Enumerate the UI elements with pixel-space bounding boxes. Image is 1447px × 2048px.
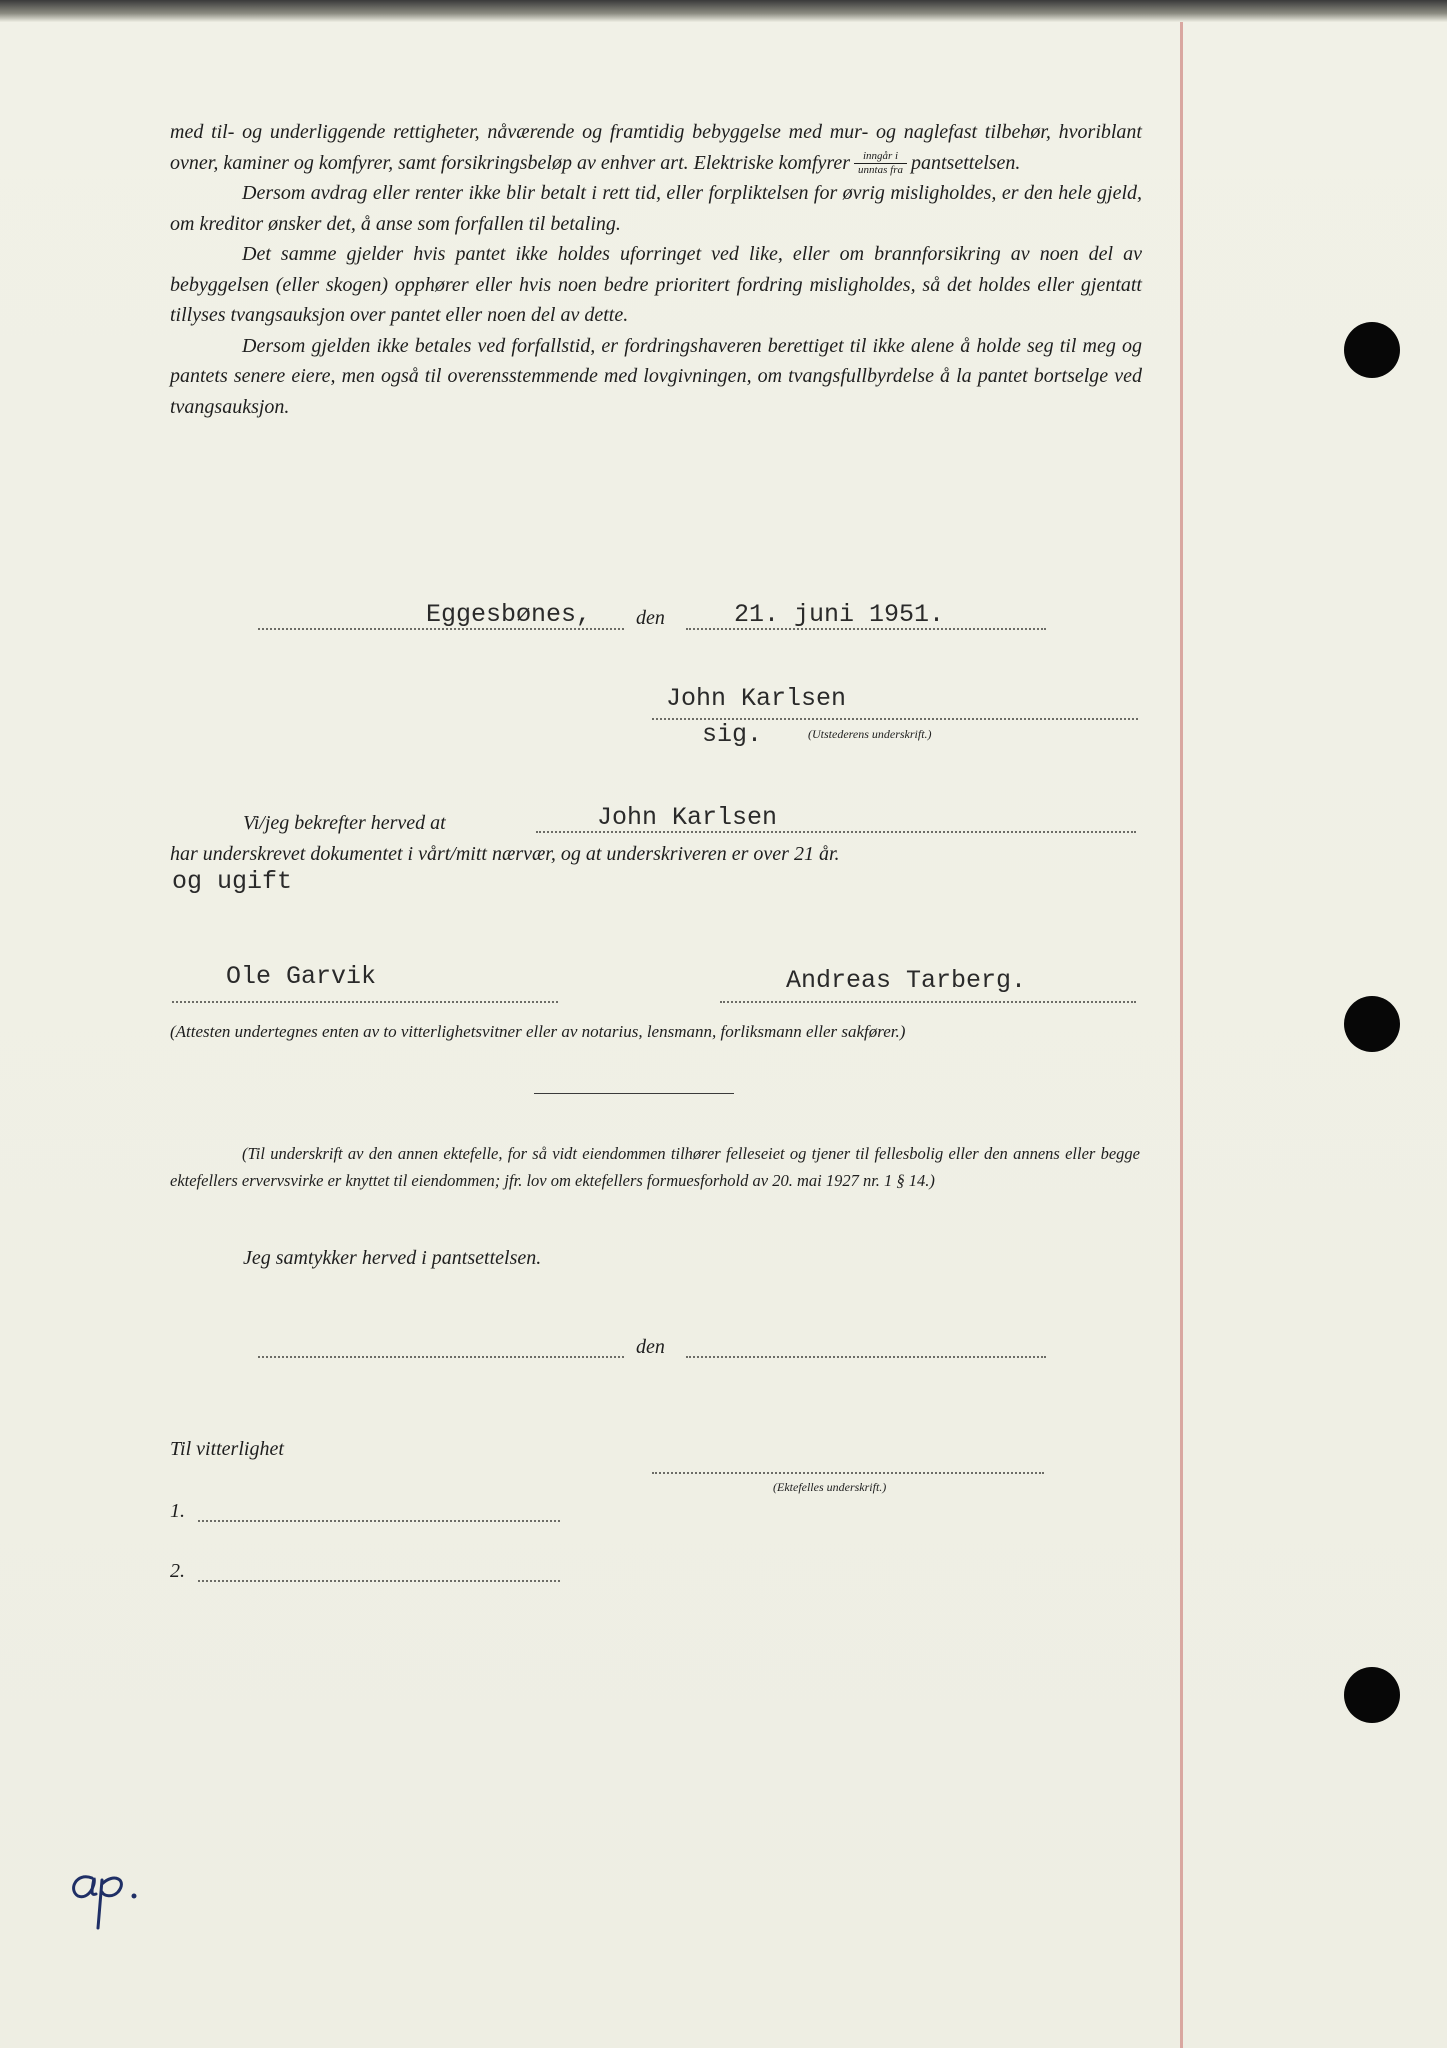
attestation-intro: Vi/jeg bekrefter herved at <box>243 812 446 834</box>
punch-hole <box>1344 1667 1400 1723</box>
date-den-label: den <box>636 607 665 629</box>
section-divider <box>534 1093 734 1094</box>
mortgage-terms-text <box>170 117 1142 422</box>
paragraph-enforcement: Dersom gjelden ikke betales ved forfallstid, er fordringshaveren berettiget til ikke alene å holde seg til meg og pantets senere eiere, men også til overensstemmende med lovgivningen, om tvangsfullbyrdelse å la pantet bortselge ved tvangsauksjon. <box>170 334 1142 418</box>
spouse-den-label: den <box>636 1336 665 1358</box>
witness-number-2: 2. <box>170 1560 185 1582</box>
spouse-note: (Til underskrift av den annen ektefelle, for så vidt eiendommen tilhører felleseiet og tjener til fellesbolig eller den annens eller begge ektefellers ervervsvirke er knyttet til eiendommen; jfr. lov om ektefellers formuesforhold av 20. mai 1927 nr. 1 § 14.) <box>170 1144 1140 1190</box>
spouse-witness-1-line <box>198 1520 560 1522</box>
attestation-typed-note: og ugift <box>172 867 293 896</box>
issuer-name: John Karlsen <box>666 684 847 713</box>
paragraph-default: Dersom avdrag eller renter ikke blir betalt i rett tid, eller forpliktelsen for øvrig misligholdes, er den hele gjeld, om kreditor ønsker det, å anse som forfallen til betaling. <box>170 182 1142 235</box>
handwritten-initials <box>62 1850 152 1934</box>
witness-2-name: Andreas Tarberg. <box>786 966 1027 995</box>
spouse-consent: Jeg samtykker herved i pantsettelsen. <box>243 1247 542 1269</box>
attested-name: John Karlsen <box>597 803 778 832</box>
witness-1-line <box>172 1001 558 1003</box>
scan-top-edge <box>0 0 1447 22</box>
spouse-signature-line <box>652 1472 1044 1474</box>
spouse-caption: (Ektefelles underskrift.) <box>773 1480 887 1494</box>
punch-hole <box>1344 996 1400 1052</box>
initials-mark <box>62 1850 152 1930</box>
date-value: 21. juni 1951. <box>734 600 945 629</box>
paragraph-insurance: Det samme gjelder hvis pantet ikke holdes uforringet ved like, eller om brannforsikring av noen del av bebyggelsen (eller skogen) opphører eller hvis noen bedre prioritert fordring misligholdes, så det holdes eller gjentatt tillyses tvangsauksjon over pantet eller noen del av dette. <box>170 243 1142 326</box>
witness-1-name: Ole Garvik <box>226 962 377 991</box>
inclusion-fraction: $\frac{\text{inngår i}}{\text{unntas fra}}$ <box>854 150 907 177</box>
issuer-caption: (Utstederens underskrift.) <box>808 727 932 741</box>
attestation-caption: (Attesten undertegnes enten av to vitterlighetsvitner eller av notarius, lensmann, forliksmann eller sakfører.) <box>170 1022 906 1041</box>
margin-rule <box>1180 22 1183 2048</box>
witness-2-line <box>720 1001 1136 1003</box>
punch-hole <box>1344 322 1400 378</box>
paragraph-property: med til- og underliggende rettigheter, nåværende og framtidig bebyggelse med mur- og naglefast tilbehør, hvoriblant ovner, kaminer og komfyrer, samt forsikringsbeløp av enhver art. Elektriske komfyrer $\frac{\text{inngår i}}{\text{unntas fra}}$ pantsettelsen. <box>170 121 1142 177</box>
spouse-witness-2-line <box>198 1580 560 1582</box>
witness-heading: Til vitterlighet <box>170 1438 284 1460</box>
issuer-sig: sig. <box>702 720 763 749</box>
witness-number-1: 1. <box>170 1500 185 1522</box>
spouse-place-line <box>258 1356 624 1358</box>
attestation-statement: har underskrevet dokumentet i vårt/mitt nærvær, og at underskriveren er over 21 år. <box>170 843 840 865</box>
place-value: Eggesbønes, <box>426 600 592 629</box>
spouse-date-line <box>686 1356 1046 1358</box>
